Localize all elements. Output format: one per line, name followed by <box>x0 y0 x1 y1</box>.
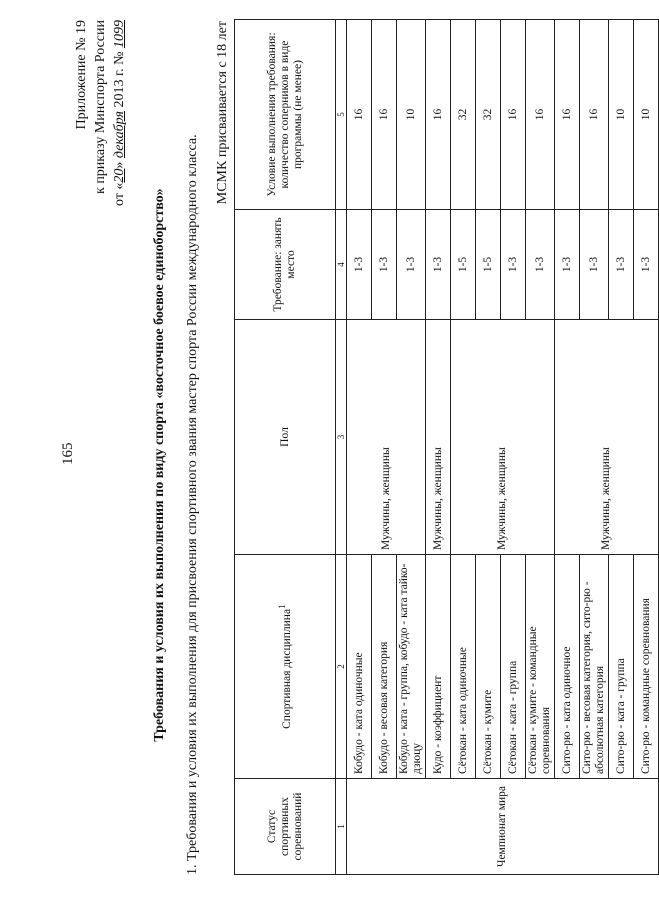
count-cell: 16 <box>347 20 372 210</box>
document-title: Требования и условия их выполнения по виду спорта «восточное боевое единоборство» <box>152 188 167 742</box>
header-status: Статус спортивных соревнований <box>235 779 336 875</box>
table-row <box>426 20 451 875</box>
place-cell: 1-3 <box>580 210 609 320</box>
header-gender: Пол <box>235 320 336 555</box>
annex-number: 1099 <box>112 20 127 48</box>
status-cell: Чемпионат мира <box>347 779 659 875</box>
msmk-age-note: МСМК присваивается с 18 лет <box>215 21 230 205</box>
place-cell: 1-3 <box>347 210 372 320</box>
col-number: 4 <box>336 210 347 320</box>
count-cell: 10 <box>397 20 426 210</box>
page-number: 165 <box>60 442 76 465</box>
place-cell: 1-5 <box>451 210 476 320</box>
discipline-cell: Сётокан - кумите - командные соревнования <box>526 555 555 779</box>
column-number-row <box>336 20 347 875</box>
intro-paragraph: 1. Требования и условия их выполнения для присвоения спортивного звания мастер спорта России международного класса. <box>185 134 200 875</box>
count-cell: 16 <box>372 20 397 210</box>
discipline-cell: Сётокан - ката - группа <box>501 555 526 779</box>
place-cell: 1-3 <box>526 210 555 320</box>
place-cell: 1-3 <box>501 210 526 320</box>
gender-cell: Мужчины, женщины <box>426 320 451 555</box>
annex-date-mid: » <box>112 158 127 169</box>
header-discipline-text: Спортивная дисциплина <box>280 608 293 729</box>
discipline-cell: Кудо - коэффициент <box>426 555 451 779</box>
annex-date-prefix: от « <box>112 182 127 206</box>
col-number: 5 <box>336 20 347 210</box>
table-row <box>347 20 372 875</box>
discipline-cell: Сётокан - ката одиночные <box>451 555 476 779</box>
discipline-cell: Сито-рю - командные соревнования <box>634 555 659 779</box>
header-discipline <box>235 555 336 779</box>
place-cell: 1-3 <box>555 210 580 320</box>
requirements-table <box>234 19 659 875</box>
place-cell: 1-3 <box>609 210 634 320</box>
count-cell: 16 <box>501 20 526 210</box>
annex-header <box>72 20 129 320</box>
header-place: Требование: занять место <box>235 210 336 320</box>
annex-year: 2013 г. № <box>112 48 127 112</box>
table-row <box>451 20 476 875</box>
discipline-cell: Сито-рю - ката одиночное <box>555 555 580 779</box>
header-condition: Условие выполнения требования: количество соперников в виде программы (не менее) <box>235 20 336 210</box>
discipline-cell: Сито-рю - ката - группа <box>609 555 634 779</box>
count-cell: 16 <box>526 20 555 210</box>
place-cell: 1-3 <box>634 210 659 320</box>
place-cell: 1-3 <box>372 210 397 320</box>
table-header-row <box>235 20 336 875</box>
annex-line2: к приказу Минспорта России <box>93 20 108 194</box>
header-discipline-footnote: 1 <box>277 604 289 609</box>
discipline-cell: Сётокан - кумите <box>476 555 501 779</box>
discipline-cell: Сито-рю - весовая категория, сито-рю - абсолютная категория <box>580 555 609 779</box>
count-cell: 10 <box>634 20 659 210</box>
gender-cell: Мужчины, женщины <box>347 320 426 555</box>
discipline-cell: Кобудо - весовая категория <box>372 555 397 779</box>
count-cell: 32 <box>476 20 501 210</box>
place-cell: 1-3 <box>397 210 426 320</box>
annex-month: декабря <box>112 111 127 159</box>
annex-line1: Приложение № 19 <box>74 20 89 130</box>
discipline-cell: Кобудо - ката - группа, кобудо - ката тайко-дзюцу <box>397 555 426 779</box>
place-cell: 1-3 <box>426 210 451 320</box>
col-number: 1 <box>336 779 347 875</box>
count-cell: 16 <box>555 20 580 210</box>
count-cell: 16 <box>580 20 609 210</box>
table-row <box>555 20 580 875</box>
annex-date-line <box>110 20 129 320</box>
count-cell: 10 <box>609 20 634 210</box>
gender-cell: Мужчины, женщины <box>555 320 659 555</box>
count-cell: 16 <box>426 20 451 210</box>
place-cell: 1-5 <box>476 210 501 320</box>
discipline-cell: Кобудо - ката одиночные <box>347 555 372 779</box>
col-number: 2 <box>336 555 347 779</box>
annex-day: 20 <box>112 168 127 183</box>
count-cell: 32 <box>451 20 476 210</box>
col-number: 3 <box>336 320 347 555</box>
gender-cell: Мужчины, женщины <box>451 320 555 555</box>
